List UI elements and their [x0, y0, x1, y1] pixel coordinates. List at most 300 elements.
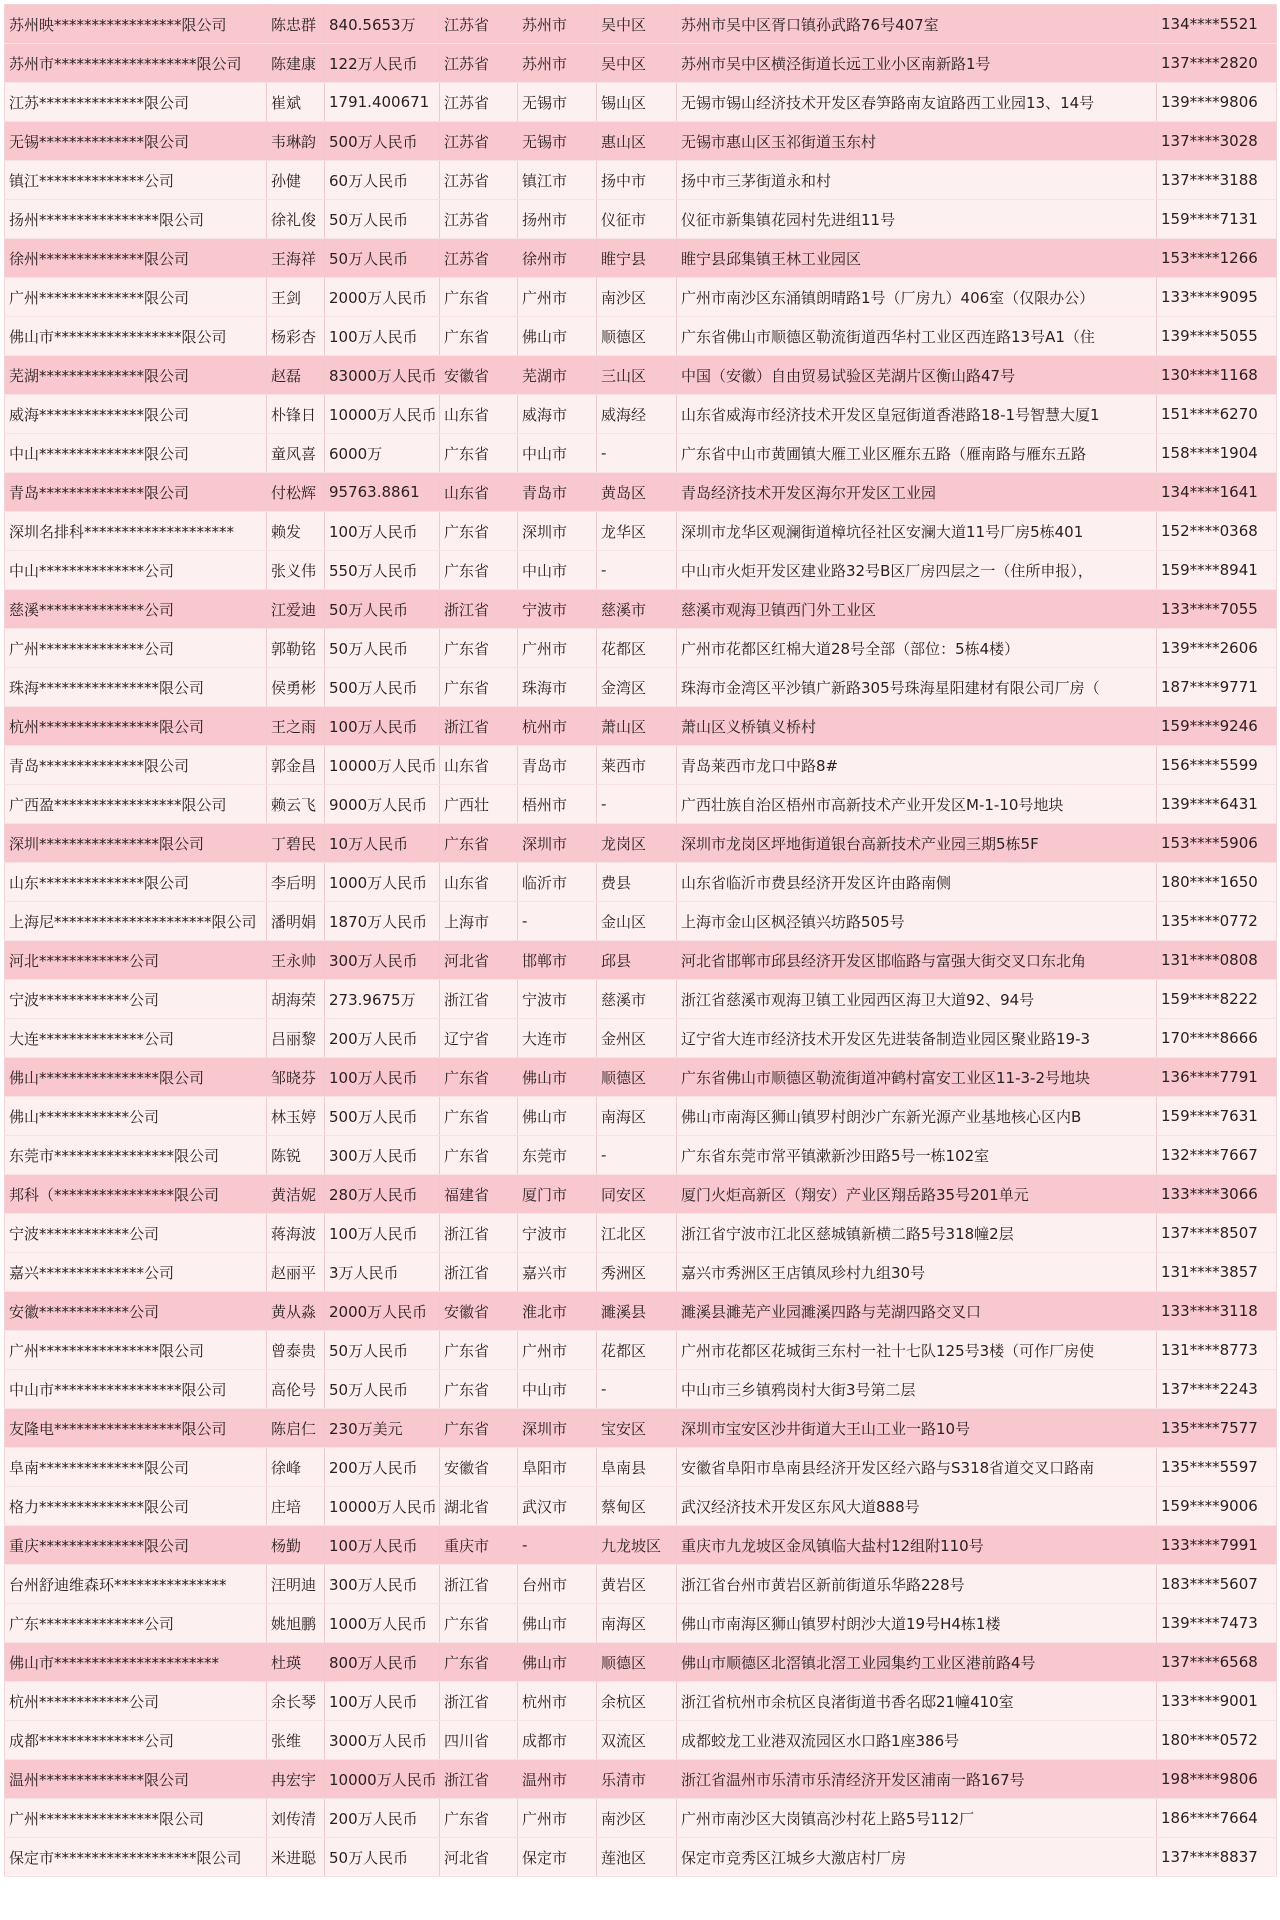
address-cell: 广州市南沙区大岗镇高沙村花上路5号112厂 — [677, 1799, 1157, 1838]
table-row — [5, 1097, 1277, 1136]
district-cell: - — [597, 551, 677, 590]
legal-rep-cell: 侯勇彬 — [267, 668, 325, 707]
legal-rep-cell: 徐峰 — [267, 1448, 325, 1487]
legal-rep-cell: 蒋海波 — [267, 1214, 325, 1253]
phone-cell: 180****1650 — [1157, 863, 1277, 902]
registered-capital-cell: 122万人民币 — [325, 44, 440, 83]
registered-capital-cell: 10000万人民币 — [325, 746, 440, 785]
province-cell: 辽宁省 — [440, 1019, 518, 1058]
company-name-cell: 广西盈*****************限公司 — [5, 785, 267, 824]
company-name-cell: 中山**************限公司 — [5, 434, 267, 473]
city-cell: 广州市 — [518, 1331, 597, 1370]
legal-rep-cell: 王之雨 — [267, 707, 325, 746]
company-name-cell: 芜湖**************限公司 — [5, 356, 267, 395]
address-cell: 广东省中山市黄圃镇大雁工业区雁东五路（雁南路与雁东五路 — [677, 434, 1157, 473]
province-cell: 广东省 — [440, 1604, 518, 1643]
company-name-cell: 河北************公司 — [5, 941, 267, 980]
legal-rep-cell: 冉宏宇 — [267, 1760, 325, 1799]
table-row — [5, 1409, 1277, 1448]
city-cell: 青岛市 — [518, 746, 597, 785]
company-name-cell: 嘉兴**************公司 — [5, 1253, 267, 1292]
legal-rep-cell: 王海祥 — [267, 239, 325, 278]
table-row — [5, 1331, 1277, 1370]
province-cell: 浙江省 — [440, 980, 518, 1019]
registered-capital-cell: 200万人民币 — [325, 1448, 440, 1487]
table-row — [5, 434, 1277, 473]
registered-capital-cell: 200万人民币 — [325, 1019, 440, 1058]
legal-rep-cell: 杨勤 — [267, 1526, 325, 1565]
province-cell: 山东省 — [440, 395, 518, 434]
legal-rep-cell: 王永帅 — [267, 941, 325, 980]
registered-capital-cell: 3万人民币 — [325, 1253, 440, 1292]
phone-cell: 131****8773 — [1157, 1331, 1277, 1370]
address-cell: 广东省佛山市顺德区勒流街道西华村工业区西连路13号A1（住 — [677, 317, 1157, 356]
company-name-cell: 阜南**************限公司 — [5, 1448, 267, 1487]
district-cell: 双流区 — [597, 1721, 677, 1760]
district-cell: 黄岩区 — [597, 1565, 677, 1604]
province-cell: 广东省 — [440, 1799, 518, 1838]
company-name-cell: 青岛**************限公司 — [5, 746, 267, 785]
address-cell: 佛山市顺德区北滘镇北滘工业园集约工业区港前路4号 — [677, 1643, 1157, 1682]
city-cell: 宁波市 — [518, 1214, 597, 1253]
registered-capital-cell: 1791.400671 — [325, 83, 440, 122]
company-name-cell: 广州****************限公司 — [5, 1331, 267, 1370]
district-cell: 龙岗区 — [597, 824, 677, 863]
legal-rep-cell: 李后明 — [267, 863, 325, 902]
phone-cell: 133****3118 — [1157, 1292, 1277, 1331]
city-cell: 无锡市 — [518, 83, 597, 122]
company-name-cell: 佛山市*****************限公司 — [5, 317, 267, 356]
registered-capital-cell: 100万人民币 — [325, 1682, 440, 1721]
district-cell: 莱西市 — [597, 746, 677, 785]
city-cell: 梧州市 — [518, 785, 597, 824]
legal-rep-cell: 郭金昌 — [267, 746, 325, 785]
registered-capital-cell: 3000万人民币 — [325, 1721, 440, 1760]
table-row — [5, 707, 1277, 746]
table-row — [5, 1058, 1277, 1097]
phone-cell: 153****5906 — [1157, 824, 1277, 863]
registered-capital-cell: 2000万人民币 — [325, 278, 440, 317]
city-cell: 佛山市 — [518, 1058, 597, 1097]
district-cell: 邱县 — [597, 941, 677, 980]
table-row — [5, 395, 1277, 434]
province-cell: 江苏省 — [440, 44, 518, 83]
registered-capital-cell: 200万人民币 — [325, 1799, 440, 1838]
registered-capital-cell: 500万人民币 — [325, 668, 440, 707]
table-row — [5, 161, 1277, 200]
district-cell: - — [597, 434, 677, 473]
district-cell: 莲池区 — [597, 1838, 677, 1877]
table-row — [5, 902, 1277, 941]
company-name-cell: 威海**************限公司 — [5, 395, 267, 434]
phone-cell: 133****7991 — [1157, 1526, 1277, 1565]
registered-capital-cell: 100万人民币 — [325, 1526, 440, 1565]
company-name-cell: 中山**************公司 — [5, 551, 267, 590]
phone-cell: 159****9006 — [1157, 1487, 1277, 1526]
company-name-cell: 杭州************公司 — [5, 1682, 267, 1721]
province-cell: 重庆市 — [440, 1526, 518, 1565]
table-row — [5, 1565, 1277, 1604]
address-cell: 深圳市龙华区观澜街道樟坑径社区安澜大道11号厂房5栋401 — [677, 512, 1157, 551]
registered-capital-cell: 1000万人民币 — [325, 1604, 440, 1643]
company-name-cell: 深圳名排科******************** — [5, 512, 267, 551]
registered-capital-cell: 840.5653万 — [325, 5, 440, 44]
legal-rep-cell: 张维 — [267, 1721, 325, 1760]
phone-cell: 133****9001 — [1157, 1682, 1277, 1721]
registered-capital-cell: 273.9675万 — [325, 980, 440, 1019]
address-cell: 慈溪市观海卫镇西门外工业区 — [677, 590, 1157, 629]
district-cell: 萧山区 — [597, 707, 677, 746]
table-row — [5, 1526, 1277, 1565]
registered-capital-cell: 100万人民币 — [325, 512, 440, 551]
legal-rep-cell: 杨彩杏 — [267, 317, 325, 356]
province-cell: 浙江省 — [440, 1565, 518, 1604]
address-cell: 山东省临沂市费县经济开发区许由路南侧 — [677, 863, 1157, 902]
phone-cell: 130****1168 — [1157, 356, 1277, 395]
city-cell: 深圳市 — [518, 512, 597, 551]
table-row — [5, 1292, 1277, 1331]
city-cell: 佛山市 — [518, 1097, 597, 1136]
registered-capital-cell: 500万人民币 — [325, 1097, 440, 1136]
city-cell: 中山市 — [518, 1370, 597, 1409]
city-cell: 佛山市 — [518, 317, 597, 356]
legal-rep-cell: 林玉婷 — [267, 1097, 325, 1136]
province-cell: 广东省 — [440, 317, 518, 356]
registered-capital-cell: 50万人民币 — [325, 590, 440, 629]
table-row — [5, 1760, 1277, 1799]
district-cell: 顺德区 — [597, 1058, 677, 1097]
legal-rep-cell: 庄培 — [267, 1487, 325, 1526]
company-name-cell: 温州**************限公司 — [5, 1760, 267, 1799]
legal-rep-cell: 杜瑛 — [267, 1643, 325, 1682]
address-cell: 中山市火炬开发区建业路32号B区厂房四层之一（住所申报）， — [677, 551, 1157, 590]
registered-capital-cell: 500万人民币 — [325, 122, 440, 161]
city-cell: 大连市 — [518, 1019, 597, 1058]
company-name-cell: 广州**************公司 — [5, 629, 267, 668]
table-row — [5, 200, 1277, 239]
registered-capital-cell: 300万人民币 — [325, 941, 440, 980]
company-name-cell: 佛山************公司 — [5, 1097, 267, 1136]
company-name-cell: 东莞市****************限公司 — [5, 1136, 267, 1175]
address-cell: 扬中市三茅街道永和村 — [677, 161, 1157, 200]
registered-capital-cell: 50万人民币 — [325, 200, 440, 239]
company-name-cell: 扬州****************限公司 — [5, 200, 267, 239]
registered-capital-cell: 2000万人民币 — [325, 1292, 440, 1331]
province-cell: 广东省 — [440, 824, 518, 863]
city-cell: 嘉兴市 — [518, 1253, 597, 1292]
table-row — [5, 317, 1277, 356]
address-cell: 萧山区义桥镇义桥村 — [677, 707, 1157, 746]
city-cell: 杭州市 — [518, 1682, 597, 1721]
registered-capital-cell: 800万人民币 — [325, 1643, 440, 1682]
district-cell: 南海区 — [597, 1604, 677, 1643]
registered-capital-cell: 60万人民币 — [325, 161, 440, 200]
address-cell: 山东省威海市经济技术开发区皇冠街道香港路18-1号智慧大厦1 — [677, 395, 1157, 434]
table-row — [5, 1175, 1277, 1214]
phone-cell: 187****9771 — [1157, 668, 1277, 707]
district-cell: 同安区 — [597, 1175, 677, 1214]
city-cell: 佛山市 — [518, 1604, 597, 1643]
city-cell: 深圳市 — [518, 1409, 597, 1448]
address-cell: 成都蛟龙工业港双流园区水口路1座386号 — [677, 1721, 1157, 1760]
district-cell: 江北区 — [597, 1214, 677, 1253]
registered-capital-cell: 50万人民币 — [325, 1331, 440, 1370]
city-cell: 无锡市 — [518, 122, 597, 161]
district-cell: 濉溪县 — [597, 1292, 677, 1331]
company-name-cell: 大连**************公司 — [5, 1019, 267, 1058]
city-cell: 成都市 — [518, 1721, 597, 1760]
province-cell: 浙江省 — [440, 1253, 518, 1292]
phone-cell: 132****7667 — [1157, 1136, 1277, 1175]
city-cell: 深圳市 — [518, 824, 597, 863]
legal-rep-cell: 陈启仁 — [267, 1409, 325, 1448]
phone-cell: 131****3857 — [1157, 1253, 1277, 1292]
city-cell: 邯郸市 — [518, 941, 597, 980]
phone-cell: 139****5055 — [1157, 317, 1277, 356]
city-cell: 温州市 — [518, 1760, 597, 1799]
address-cell: 珠海市金湾区平沙镇广新路305号珠海星阳建材有限公司厂房（ — [677, 668, 1157, 707]
province-cell: 江苏省 — [440, 161, 518, 200]
phone-cell: 159****8941 — [1157, 551, 1277, 590]
province-cell: 广东省 — [440, 1331, 518, 1370]
province-cell: 浙江省 — [440, 707, 518, 746]
address-cell: 佛山市南海区狮山镇罗村朗沙大道19号H4栋1楼 — [677, 1604, 1157, 1643]
province-cell: 江苏省 — [440, 83, 518, 122]
phone-cell: 137****8507 — [1157, 1214, 1277, 1253]
legal-rep-cell: 潘明娟 — [267, 902, 325, 941]
city-cell: - — [518, 1526, 597, 1565]
phone-cell: 137****2243 — [1157, 1370, 1277, 1409]
province-cell: 河北省 — [440, 1838, 518, 1877]
district-cell: 锡山区 — [597, 83, 677, 122]
city-cell: 淮北市 — [518, 1292, 597, 1331]
table-row — [5, 512, 1277, 551]
address-cell: 河北省邯郸市邱县经济开发区邯临路与富强大街交叉口东北角 — [677, 941, 1157, 980]
phone-cell: 137****3188 — [1157, 161, 1277, 200]
company-name-cell: 广州****************限公司 — [5, 1799, 267, 1838]
province-cell: 江苏省 — [440, 200, 518, 239]
phone-cell: 159****7631 — [1157, 1097, 1277, 1136]
legal-rep-cell: 赖云飞 — [267, 785, 325, 824]
legal-rep-cell: 韦琳韵 — [267, 122, 325, 161]
city-cell: 威海市 — [518, 395, 597, 434]
registered-capital-cell: 50万人民币 — [325, 1370, 440, 1409]
district-cell: 南沙区 — [597, 1799, 677, 1838]
phone-cell: 137****2820 — [1157, 44, 1277, 83]
legal-rep-cell: 黄从淼 — [267, 1292, 325, 1331]
legal-rep-cell: 孙健 — [267, 161, 325, 200]
company-name-cell: 深圳****************限公司 — [5, 824, 267, 863]
table-row — [5, 1721, 1277, 1760]
district-cell: 慈溪市 — [597, 980, 677, 1019]
city-cell: 镇江市 — [518, 161, 597, 200]
district-cell: 花都区 — [597, 629, 677, 668]
legal-rep-cell: 余长琴 — [267, 1682, 325, 1721]
province-cell: 广东省 — [440, 512, 518, 551]
city-cell: 武汉市 — [518, 1487, 597, 1526]
table-row — [5, 1838, 1277, 1877]
company-name-cell: 广东**************公司 — [5, 1604, 267, 1643]
province-cell: 浙江省 — [440, 1760, 518, 1799]
district-cell: 乐清市 — [597, 1760, 677, 1799]
phone-cell: 131****0808 — [1157, 941, 1277, 980]
district-cell: 睢宁县 — [597, 239, 677, 278]
phone-cell: 139****6431 — [1157, 785, 1277, 824]
legal-rep-cell: 赵磊 — [267, 356, 325, 395]
legal-rep-cell: 陈忠群 — [267, 5, 325, 44]
province-cell: 广东省 — [440, 629, 518, 668]
province-cell: 广东省 — [440, 1643, 518, 1682]
registered-capital-cell: 230万美元 — [325, 1409, 440, 1448]
address-cell: 武汉经济技术开发区东风大道888号 — [677, 1487, 1157, 1526]
phone-cell: 134****5521 — [1157, 5, 1277, 44]
city-cell: 中山市 — [518, 434, 597, 473]
company-name-cell: 江苏**************限公司 — [5, 83, 267, 122]
company-name-cell: 成都**************公司 — [5, 1721, 267, 1760]
address-cell: 青岛莱西市龙口中路8# — [677, 746, 1157, 785]
table-row — [5, 1214, 1277, 1253]
legal-rep-cell: 赵丽平 — [267, 1253, 325, 1292]
phone-cell: 137****6568 — [1157, 1643, 1277, 1682]
province-cell: 广东省 — [440, 1409, 518, 1448]
company-name-cell: 广州**************限公司 — [5, 278, 267, 317]
district-cell: 吴中区 — [597, 44, 677, 83]
district-cell: 龙华区 — [597, 512, 677, 551]
table-row — [5, 863, 1277, 902]
district-cell: 阜南县 — [597, 1448, 677, 1487]
district-cell: 吴中区 — [597, 5, 677, 44]
phone-cell: 159****7131 — [1157, 200, 1277, 239]
address-cell: 上海市金山区枫泾镇兴坊路505号 — [677, 902, 1157, 941]
phone-cell: 186****7664 — [1157, 1799, 1277, 1838]
table-row — [5, 473, 1277, 512]
table-row — [5, 1643, 1277, 1682]
phone-cell: 159****8222 — [1157, 980, 1277, 1019]
province-cell: 四川省 — [440, 1721, 518, 1760]
company-name-cell: 山东**************限公司 — [5, 863, 267, 902]
legal-rep-cell: 郭勒铭 — [267, 629, 325, 668]
company-name-cell: 杭州****************限公司 — [5, 707, 267, 746]
address-cell: 浙江省杭州市余杭区良渚街道书香名邸21幢410室 — [677, 1682, 1157, 1721]
table-row — [5, 1799, 1277, 1838]
address-cell: 广州市花都区红棉大道28号全部（部位：5栋4楼） — [677, 629, 1157, 668]
phone-cell: 180****0572 — [1157, 1721, 1277, 1760]
phone-cell: 133****7055 — [1157, 590, 1277, 629]
legal-rep-cell: 张义伟 — [267, 551, 325, 590]
phone-cell: 198****9806 — [1157, 1760, 1277, 1799]
table-row — [5, 746, 1277, 785]
table-row — [5, 590, 1277, 629]
table-body — [5, 5, 1277, 1877]
district-cell: 南海区 — [597, 1097, 677, 1136]
table-row — [5, 1682, 1277, 1721]
city-cell: 中山市 — [518, 551, 597, 590]
city-cell: 青岛市 — [518, 473, 597, 512]
legal-rep-cell: 汪明迪 — [267, 1565, 325, 1604]
table-row — [5, 1370, 1277, 1409]
company-name-cell: 宁波************公司 — [5, 980, 267, 1019]
phone-cell: 135****0772 — [1157, 902, 1277, 941]
city-cell: 宁波市 — [518, 590, 597, 629]
phone-cell: 152****0368 — [1157, 512, 1277, 551]
phone-cell: 151****6270 — [1157, 395, 1277, 434]
city-cell: 珠海市 — [518, 668, 597, 707]
table-row — [5, 356, 1277, 395]
address-cell: 保定市竞秀区江城乡大激店村厂房 — [677, 1838, 1157, 1877]
district-cell: 宝安区 — [597, 1409, 677, 1448]
address-cell: 苏州市吴中区胥口镇孙武路76号407室 — [677, 5, 1157, 44]
province-cell: 浙江省 — [440, 1682, 518, 1721]
city-cell: 临沂市 — [518, 863, 597, 902]
district-cell: 金湾区 — [597, 668, 677, 707]
table-row — [5, 1487, 1277, 1526]
address-cell: 中山市三乡镇鸦岗村大街3号第二层 — [677, 1370, 1157, 1409]
company-name-cell: 安徽************公司 — [5, 1292, 267, 1331]
district-cell: 三山区 — [597, 356, 677, 395]
legal-rep-cell: 高伦号 — [267, 1370, 325, 1409]
registered-capital-cell: 280万人民币 — [325, 1175, 440, 1214]
address-cell: 广州市南沙区东涌镇朗晴路1号（厂房九）406室（仅限办公） — [677, 278, 1157, 317]
table-row — [5, 980, 1277, 1019]
district-cell: 顺德区 — [597, 317, 677, 356]
address-cell: 广西壮族自治区梧州市高新技术产业开发区M-1-10号地块 — [677, 785, 1157, 824]
address-cell: 苏州市吴中区横泾街道长远工业小区南新路1号 — [677, 44, 1157, 83]
company-name-cell: 慈溪**************公司 — [5, 590, 267, 629]
registered-capital-cell: 10000万人民币 — [325, 1487, 440, 1526]
legal-rep-cell: 徐礼俊 — [267, 200, 325, 239]
table-row — [5, 824, 1277, 863]
table-row — [5, 941, 1277, 980]
company-name-cell: 苏州市*******************限公司 — [5, 44, 267, 83]
legal-rep-cell: 邹晓芬 — [267, 1058, 325, 1097]
legal-rep-cell: 崔斌 — [267, 83, 325, 122]
registered-capital-cell: 100万人民币 — [325, 317, 440, 356]
registered-capital-cell: 9000万人民币 — [325, 785, 440, 824]
phone-cell: 133****3066 — [1157, 1175, 1277, 1214]
table-row — [5, 668, 1277, 707]
city-cell: 阜阳市 — [518, 1448, 597, 1487]
phone-cell: 139****9806 — [1157, 83, 1277, 122]
legal-rep-cell: 黄洁妮 — [267, 1175, 325, 1214]
province-cell: 广东省 — [440, 1136, 518, 1175]
city-cell: 徐州市 — [518, 239, 597, 278]
legal-rep-cell: 米进聪 — [267, 1838, 325, 1877]
city-cell: 宁波市 — [518, 980, 597, 1019]
company-table — [4, 4, 1277, 1877]
registered-capital-cell: 300万人民币 — [325, 1136, 440, 1175]
legal-rep-cell: 丁碧民 — [267, 824, 325, 863]
registered-capital-cell: 550万人民币 — [325, 551, 440, 590]
district-cell: - — [597, 1136, 677, 1175]
city-cell: 杭州市 — [518, 707, 597, 746]
district-cell: 秀洲区 — [597, 1253, 677, 1292]
city-cell: 东莞市 — [518, 1136, 597, 1175]
district-cell: 花都区 — [597, 1331, 677, 1370]
province-cell: 广西壮 — [440, 785, 518, 824]
district-cell: 扬中市 — [597, 161, 677, 200]
phone-cell: 133****9095 — [1157, 278, 1277, 317]
district-cell: - — [597, 1370, 677, 1409]
phone-cell: 153****1266 — [1157, 239, 1277, 278]
province-cell: 安徽省 — [440, 1292, 518, 1331]
address-cell: 嘉兴市秀洲区王店镇凤珍村九组30号 — [677, 1253, 1157, 1292]
address-cell: 无锡市锡山经济技术开发区春笋路南友谊路西工业园13、14号 — [677, 83, 1157, 122]
company-name-cell: 苏州映*****************限公司 — [5, 5, 267, 44]
table-row — [5, 1604, 1277, 1643]
address-cell: 广东省佛山市顺德区勒流街道冲鹤村富安工业区11-3-2号地块 — [677, 1058, 1157, 1097]
table-row — [5, 785, 1277, 824]
province-cell: 河北省 — [440, 941, 518, 980]
